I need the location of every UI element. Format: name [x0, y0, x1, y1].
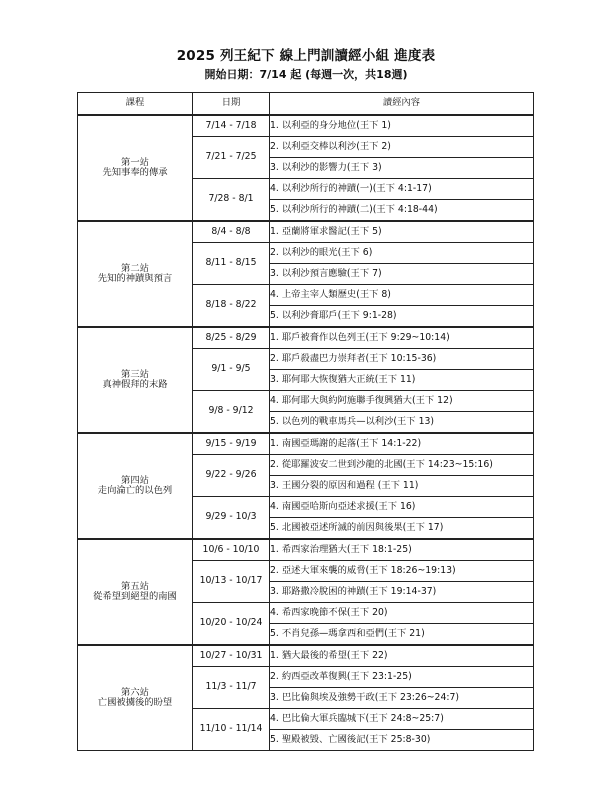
reading-cell: 2. 以利亞交棒以利沙(王下 2) [270, 137, 534, 158]
date-cell: 9/29 - 10/3 [193, 497, 270, 540]
reading-cell: 1. 猶大最後的希望(王下 22) [270, 645, 534, 667]
station-label: 第一站 [121, 156, 149, 168]
reading-cell: 3. 耶路撒冷脫困的神蹟(王下 19:14-37) [270, 582, 534, 603]
reading-cell: 4. 希西家晚節不保(王下 20) [270, 603, 534, 624]
reading-cell: 5. 以利沙膏耶戶(王下 9:1-28) [270, 306, 534, 328]
reading-cell: 1. 希西家治理猶大(王下 18:1-25) [270, 539, 534, 561]
schedule-table [77, 92, 534, 751]
course-cell [78, 539, 193, 645]
station-label: 第二站 [121, 262, 149, 274]
reading-cell: 3. 巴比倫與埃及強勢干政(王下 23:26~24:7) [270, 688, 534, 709]
course-cell [78, 645, 193, 751]
station-label: 第三站 [121, 368, 149, 380]
reading-cell: 4. 巴比倫大軍兵臨城下(王下 24:8~25:7) [270, 709, 534, 730]
course-cell [78, 115, 193, 221]
reading-cell: 2. 約西亞改革復興(王下 23:1-25) [270, 667, 534, 688]
page-title: 2025 列王紀下 線上門訓讀經小組 進度表 [176, 48, 436, 64]
date-cell: 10/27 - 10/31 [193, 645, 270, 667]
reading-cell: 5. 不肖兒孫—瑪拿西和亞們(王下 21) [270, 624, 534, 646]
reading-cell: 2. 耶戶殺盡巴力崇拜者(王下 10:15-36) [270, 349, 534, 370]
table-row [78, 115, 534, 137]
station-name: 真神假拜的末路 [102, 379, 168, 390]
date-cell: 7/28 - 8/1 [193, 179, 270, 222]
table-row [78, 433, 534, 455]
reading-cell: 1. 南國亞瑪謝的起落(王下 14:1-22) [270, 433, 534, 455]
reading-cell: 1. 亞蘭將軍求醫記(王下 5) [270, 221, 534, 243]
date-cell: 11/10 - 11/14 [193, 709, 270, 751]
date-cell: 11/3 - 11/7 [193, 667, 270, 709]
table-row [78, 539, 534, 561]
date-cell: 9/8 - 9/12 [193, 391, 270, 434]
column-header-reading: 讀經內容 [270, 93, 534, 116]
date-cell: 8/4 - 8/8 [193, 221, 270, 243]
date-cell: 8/25 - 8/29 [193, 327, 270, 349]
station-name: 從希望到絕望的南國 [93, 591, 177, 602]
course-cell [78, 433, 193, 539]
course-cell [78, 221, 193, 327]
station-label: 第五站 [121, 580, 149, 592]
date-cell: 8/11 - 8/15 [193, 243, 270, 285]
reading-cell: 4. 耶何耶大與約阿施聯手復興猶大(王下 12) [270, 391, 534, 412]
date-cell: 10/6 - 10/10 [193, 539, 270, 561]
station-name: 先知的神蹟與預言 [97, 273, 173, 284]
date-cell: 8/18 - 8/22 [193, 285, 270, 328]
page-subtitle: 開始日期：7/14 起 (每週一次，共18週) [204, 68, 408, 81]
reading-cell: 3. 耶何耶大恢復猶大正統(王下 11) [270, 370, 534, 391]
table-body [78, 115, 534, 751]
reading-cell: 5. 北國被亞述所滅的前因與後果(王下 17) [270, 518, 534, 540]
reading-cell: 2. 以利沙的眼光(王下 6) [270, 243, 534, 264]
date-cell: 9/15 - 9/19 [193, 433, 270, 455]
reading-cell: 5. 聖殿被毀、亡國後記(王下 25:8-30) [270, 730, 534, 751]
date-cell: 7/14 - 7/18 [193, 115, 270, 137]
column-header-course: 課程 [78, 93, 193, 116]
station-name: 先知事奉的傳承 [102, 167, 168, 178]
station-name: 亡國被擄後的盼望 [97, 697, 173, 708]
reading-cell: 5. 以色列的戰車馬兵—以利沙(王下 13) [270, 412, 534, 434]
reading-cell: 5. 以利沙所行的神蹟(二)(王下 4:18-44) [270, 200, 534, 222]
reading-cell: 4. 以利沙所行的神蹟(一)(王下 4:1-17) [270, 179, 534, 200]
course-cell [78, 327, 193, 433]
date-cell: 7/21 - 7/25 [193, 137, 270, 179]
station-label: 第四站 [121, 474, 149, 486]
reading-cell: 2. 亞述大軍來襲的威脅(王下 18:26~19:13) [270, 561, 534, 582]
table-row [78, 327, 534, 349]
reading-cell: 3. 王國分裂的原因和過程 (王下 11) [270, 476, 534, 497]
station-name: 走向淪亡的以色列 [97, 485, 173, 496]
reading-cell: 3. 以利沙的影響力(王下 3) [270, 158, 534, 179]
date-cell: 9/22 - 9/26 [193, 455, 270, 497]
column-header-date: 日期 [193, 93, 270, 116]
table-header-row [78, 93, 534, 116]
reading-cell: 1. 以利亞的身分地位(王下 1) [270, 115, 534, 137]
date-cell: 9/1 - 9/5 [193, 349, 270, 391]
station-label: 第六站 [121, 686, 149, 698]
table-row [78, 221, 534, 243]
reading-cell: 4. 上帝主宰人類歷史(王下 8) [270, 285, 534, 306]
table-row [78, 645, 534, 667]
date-cell: 10/13 - 10/17 [193, 561, 270, 603]
reading-cell: 3. 以利沙預言應驗(王下 7) [270, 264, 534, 285]
reading-cell: 2. 從耶羅波安二世到沙龍的北國(王下 14:23~15:16) [270, 455, 534, 476]
reading-cell: 1. 耶戶被膏作以色列王(王下 9:29~10:14) [270, 327, 534, 349]
date-cell: 10/20 - 10/24 [193, 603, 270, 646]
reading-cell: 4. 南國亞哈斯向亞述求援(王下 16) [270, 497, 534, 518]
